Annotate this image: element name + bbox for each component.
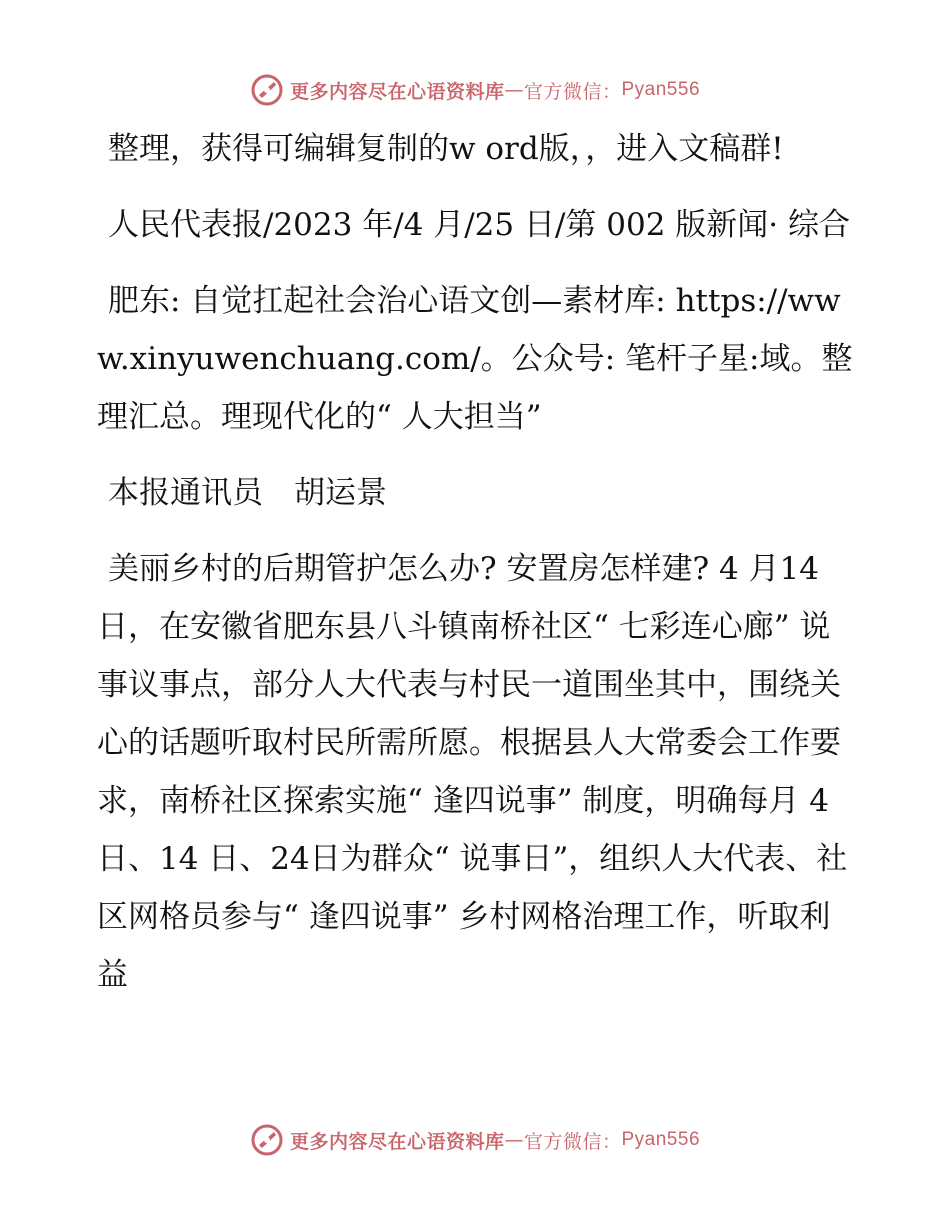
banner-wechat-label: 官方微信：: [523, 80, 622, 103]
document-body: [97, 120, 857, 1022]
banner-wechat-id: Pyan556: [621, 1129, 701, 1150]
footer-watermark-banner: [0, 1120, 950, 1160]
paragraph-article-body: 美丽乡村的后期管护怎么办? 安置房怎样建? 4 月14 日，在安徽省肥东县八斗镇南桥社区“ 七彩连心廊” 说事议事点，部分人大代表与村民一道围坐其中，围绕关心的话题听取村民所需所愿。根据县人大常委会工作要求，南桥社区探索实施“ 逢四说事” 制度，明确每月 4 日、14 日、24日为群众“ 说事日”，组织人大代表、社区网格员参与“ 逢四说事” 乡村网格治理工作，听取利益: [97, 551, 848, 993]
xinyu-logo-icon: [250, 73, 284, 107]
paragraph-intro: 整理，获得可编辑复制的w ord版，，进入文稿群!: [108, 131, 784, 167]
paragraph-title: 肥东: 自觉扛起社会治心语文创—素材库: https://www.xinyuwenchuang.com/。公众号: 笔杆子星:域。整理汇总。理现代化的“ 人大担当”: [97, 283, 853, 435]
banner-wechat-id: Pyan556: [621, 79, 701, 100]
banner-main-text: 更多内容尽在心语资料库: [289, 1130, 505, 1153]
xinyu-logo-icon: [250, 1123, 284, 1157]
banner-main-text: 更多内容尽在心语资料库: [289, 80, 505, 103]
paragraph-source: 人民代表报/2023 年/4 月/25 日/第 002 版新闻· 综合: [108, 207, 850, 243]
banner-separator: —: [504, 79, 524, 101]
header-watermark-banner: [0, 70, 950, 110]
paragraph-byline: 本报通讯员 胡运景: [108, 475, 387, 511]
banner-wechat-label: 官方微信：: [523, 1130, 622, 1153]
banner-separator: —: [504, 1129, 524, 1151]
